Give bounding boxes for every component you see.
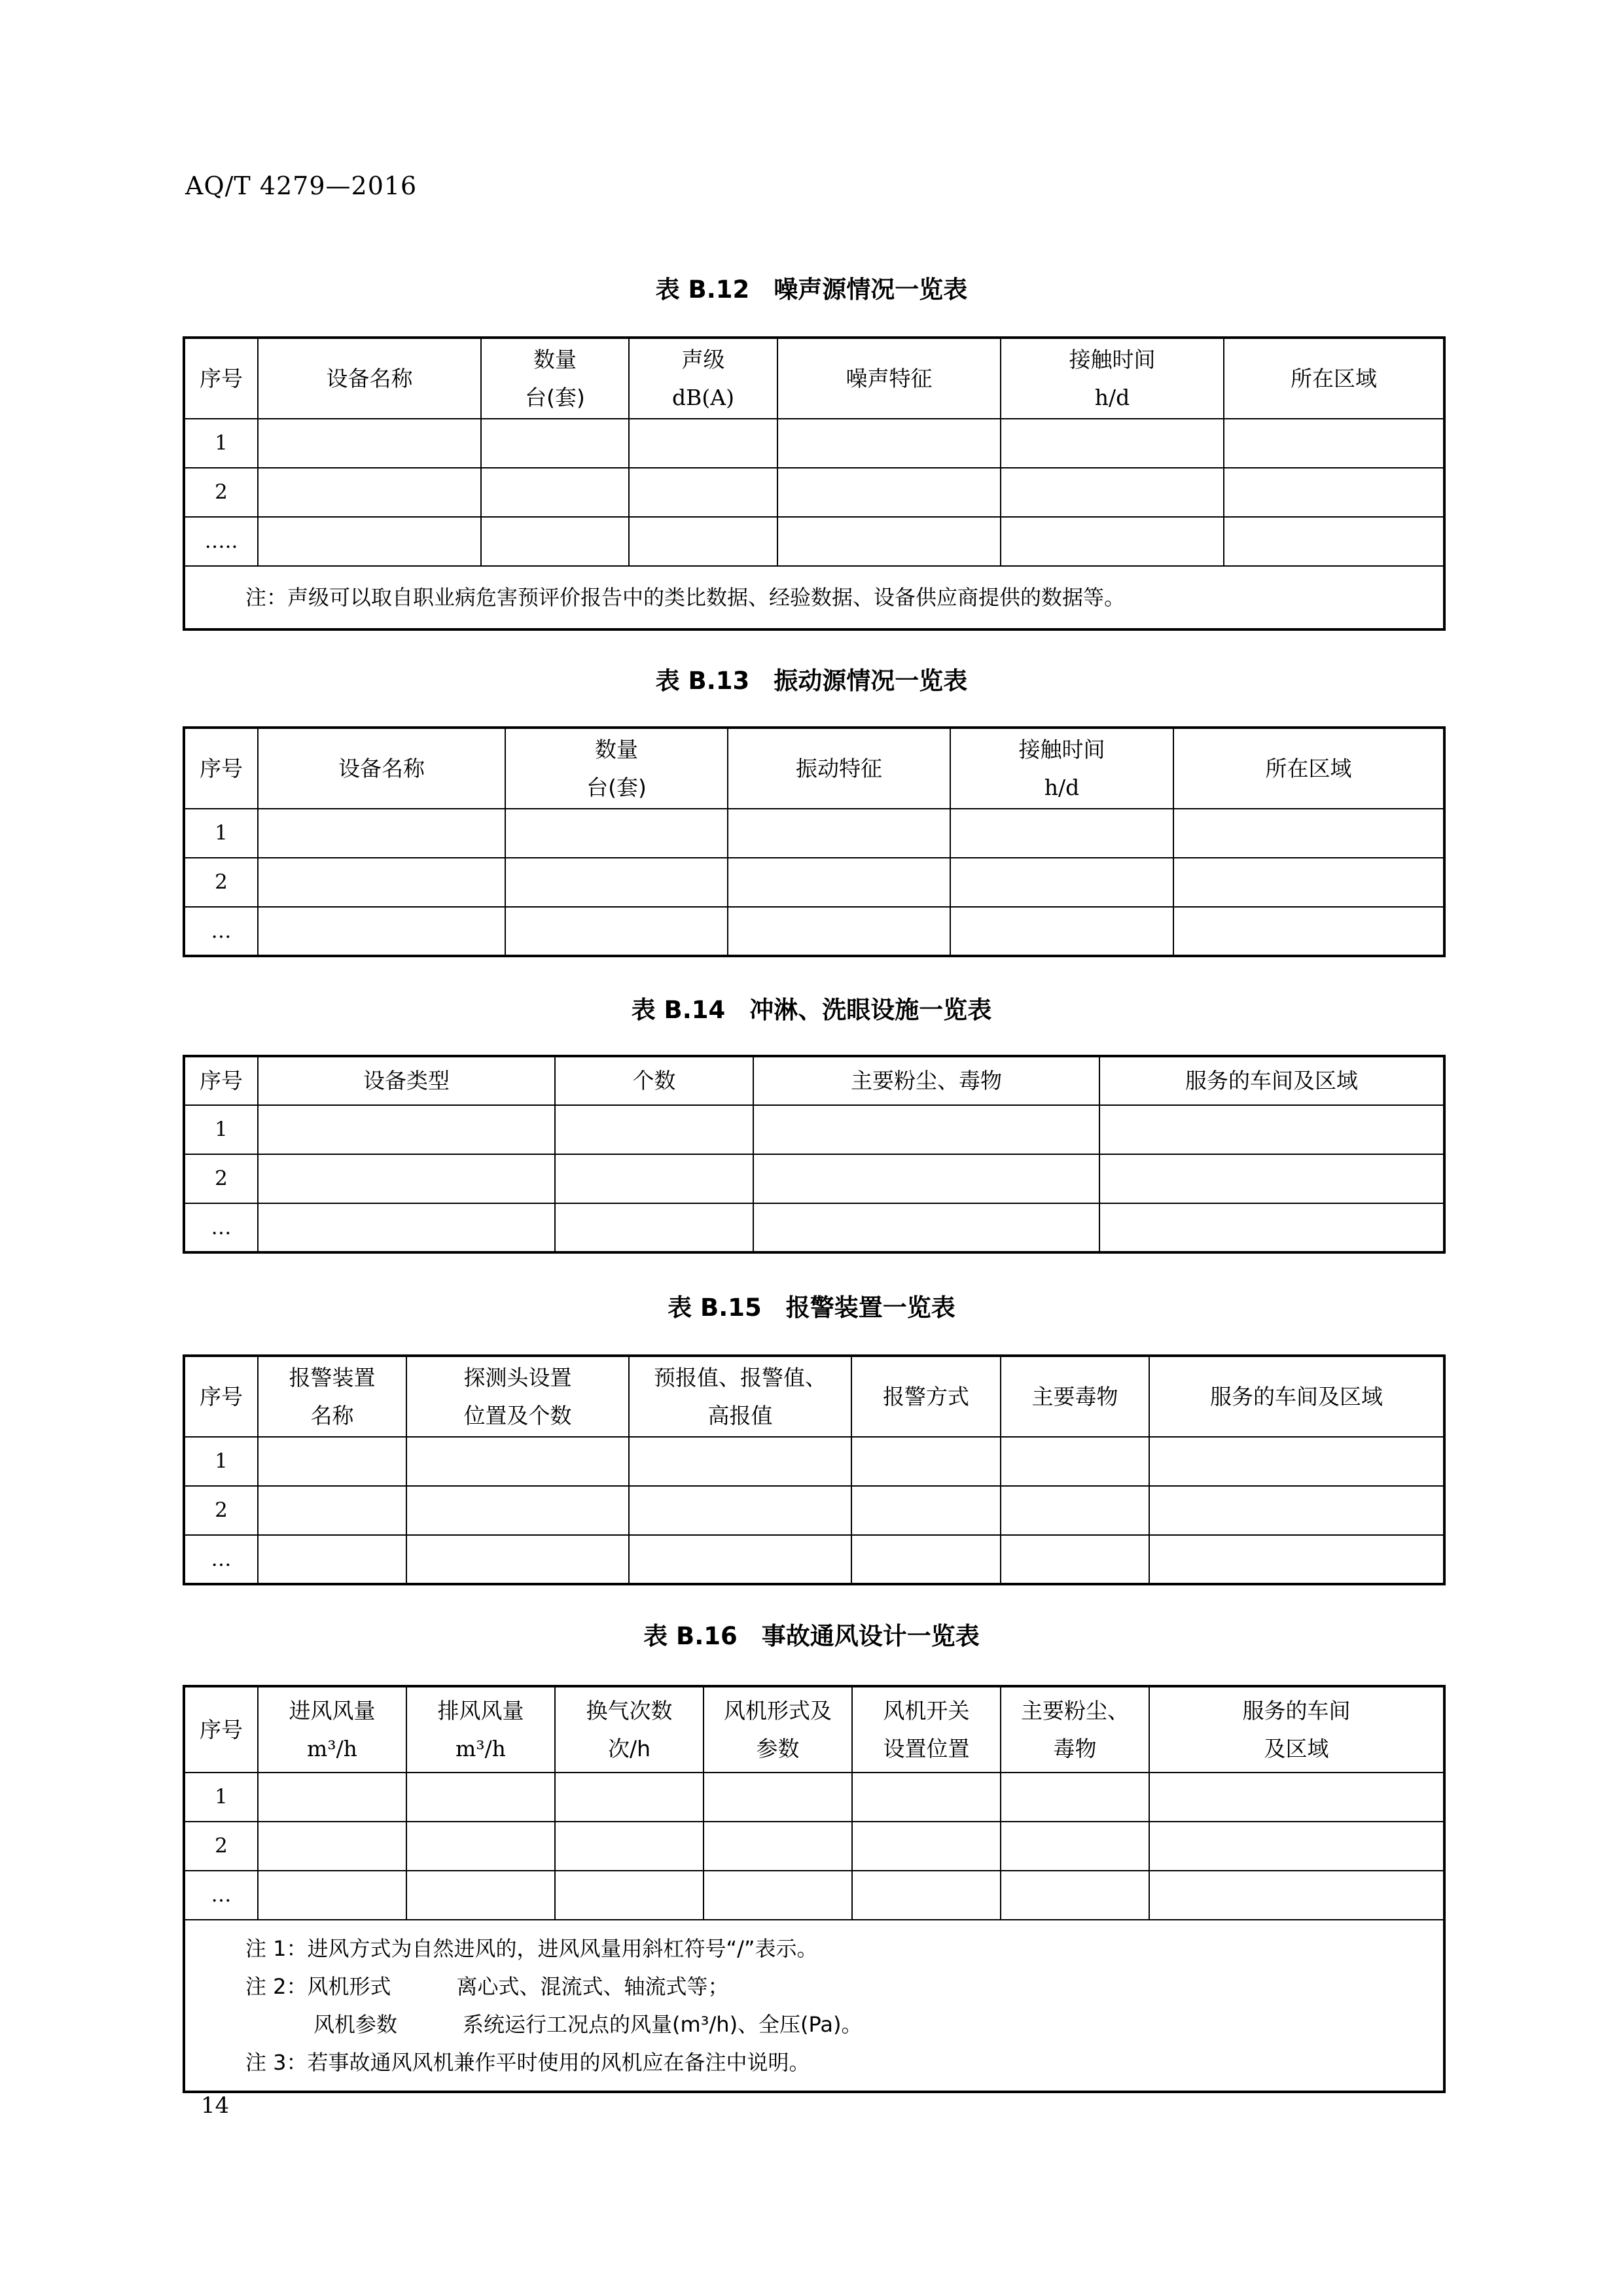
- col-header: 探测头设置 位置及个数: [406, 1356, 629, 1437]
- table-note-row: [184, 566, 1444, 629]
- table-row: [184, 1154, 1444, 1203]
- row-index: 1: [184, 1773, 258, 1822]
- table-b13-caption: 表 B.13 振动源情况一览表: [655, 667, 968, 695]
- table-row: [184, 468, 1444, 517]
- col-header: 报警装置 名称: [258, 1356, 406, 1437]
- note-3: 注 3：若事故通风风机兼作平时使用的风机应在备注中说明。: [245, 2050, 810, 2075]
- col-header: 主要粉尘、 毒物: [1001, 1686, 1149, 1773]
- col-header: 服务的车间及区域: [1149, 1356, 1444, 1437]
- col-header: 接触时间 h/d: [950, 728, 1173, 809]
- table-b16-caption: 表 B.16 事故通风设计一览表: [643, 1622, 980, 1650]
- col-header: 序号: [184, 338, 258, 419]
- table-row: [184, 1822, 1444, 1871]
- col-header: 风机形式及 参数: [704, 1686, 852, 1773]
- col-header: 报警方式: [851, 1356, 1001, 1437]
- col-header: 数量 台(套): [481, 338, 629, 419]
- col-header: 序号: [184, 1356, 258, 1437]
- col-header: 风机开关 设置位置: [852, 1686, 1001, 1773]
- header-row: [184, 728, 1444, 809]
- note-1: 注 1：进风方式为自然进风的，进风风量用斜杠符号“/”表示。: [245, 1936, 818, 1961]
- header-row: [184, 1356, 1444, 1437]
- col-header: 设备类型: [258, 1056, 555, 1105]
- table-b14: [183, 1055, 1446, 1254]
- table-notes: [184, 1920, 1444, 2092]
- page-number: 14: [201, 2093, 230, 2119]
- col-header: 预报值、报警值、 高报值: [629, 1356, 851, 1437]
- col-header: 换气次数 次/h: [555, 1686, 704, 1773]
- col-header: 进风风量 m³/h: [258, 1686, 406, 1773]
- col-header: 声级 dB(A): [629, 338, 777, 419]
- col-header: 所在区域: [1224, 338, 1444, 419]
- note-2b: 风机参数 系统运行工况点的风量(m³/h)、全压(Pa)。: [313, 2012, 863, 2037]
- header-row: [184, 1686, 1444, 1773]
- table-row: [184, 907, 1444, 956]
- col-header: 个数: [555, 1056, 753, 1105]
- col-header: 主要毒物: [1001, 1356, 1149, 1437]
- row-index: 1: [184, 419, 258, 468]
- row-index: 2: [184, 468, 258, 517]
- table-b12: [183, 336, 1446, 631]
- table-b16: [183, 1685, 1446, 2093]
- row-index: …..: [184, 517, 258, 566]
- table-row: [184, 1535, 1444, 1584]
- col-header: 接触时间 h/d: [1001, 338, 1224, 419]
- col-header: 设备名称: [258, 338, 481, 419]
- row-index: 2: [184, 1154, 258, 1203]
- table-row: [184, 1437, 1444, 1486]
- row-index: …: [184, 1203, 258, 1252]
- row-index: …: [184, 1535, 258, 1584]
- row-index: 1: [184, 809, 258, 858]
- table-row: [184, 1773, 1444, 1822]
- standard-code: AQ/T 4279—2016: [185, 171, 418, 200]
- col-header: 设备名称: [258, 728, 505, 809]
- table-row: [184, 419, 1444, 468]
- col-header: 序号: [184, 1056, 258, 1105]
- table-row: [184, 1105, 1444, 1154]
- table-row: [184, 1871, 1444, 1920]
- table-row: [184, 1203, 1444, 1252]
- col-header: 服务的车间及区域: [1099, 1056, 1444, 1105]
- col-header: 服务的车间 及区域: [1149, 1686, 1444, 1773]
- row-index: …: [184, 907, 258, 956]
- col-header: 序号: [184, 1686, 258, 1773]
- row-index: 2: [184, 1822, 258, 1871]
- table-note-row: [184, 1920, 1444, 2092]
- col-header: 序号: [184, 728, 258, 809]
- table-b14-caption: 表 B.14 冲淋、洗眼设施一览表: [631, 996, 992, 1024]
- table-b13: [183, 726, 1446, 957]
- table-row: [184, 858, 1444, 907]
- row-index: 2: [184, 858, 258, 907]
- col-header: 排风风量 m³/h: [406, 1686, 555, 1773]
- col-header: 噪声特征: [777, 338, 1001, 419]
- table-row: [184, 1486, 1444, 1535]
- header-row: [184, 1056, 1444, 1105]
- table-b15-caption: 表 B.15 报警装置一览表: [668, 1294, 955, 1322]
- row-index: 1: [184, 1437, 258, 1486]
- table-row: [184, 517, 1444, 566]
- row-index: …: [184, 1871, 258, 1920]
- col-header: 所在区域: [1173, 728, 1444, 809]
- table-b15: [183, 1354, 1446, 1585]
- col-header: 主要粉尘、毒物: [753, 1056, 1099, 1105]
- row-index: 1: [184, 1105, 258, 1154]
- col-header: 数量 台(套): [505, 728, 728, 809]
- note-2: 注 2：风机形式 离心式、混流式、轴流式等；: [245, 1974, 729, 1999]
- header-row: [184, 338, 1444, 419]
- col-header: 振动特征: [728, 728, 950, 809]
- table-b12-caption: 表 B.12 噪声源情况一览表: [655, 275, 968, 304]
- table-note: 注：声级可以取自职业病危害预评价报告中的类比数据、经验数据、设备供应商提供的数据等。: [184, 566, 1444, 629]
- row-index: 2: [184, 1486, 258, 1535]
- table-row: [184, 809, 1444, 858]
